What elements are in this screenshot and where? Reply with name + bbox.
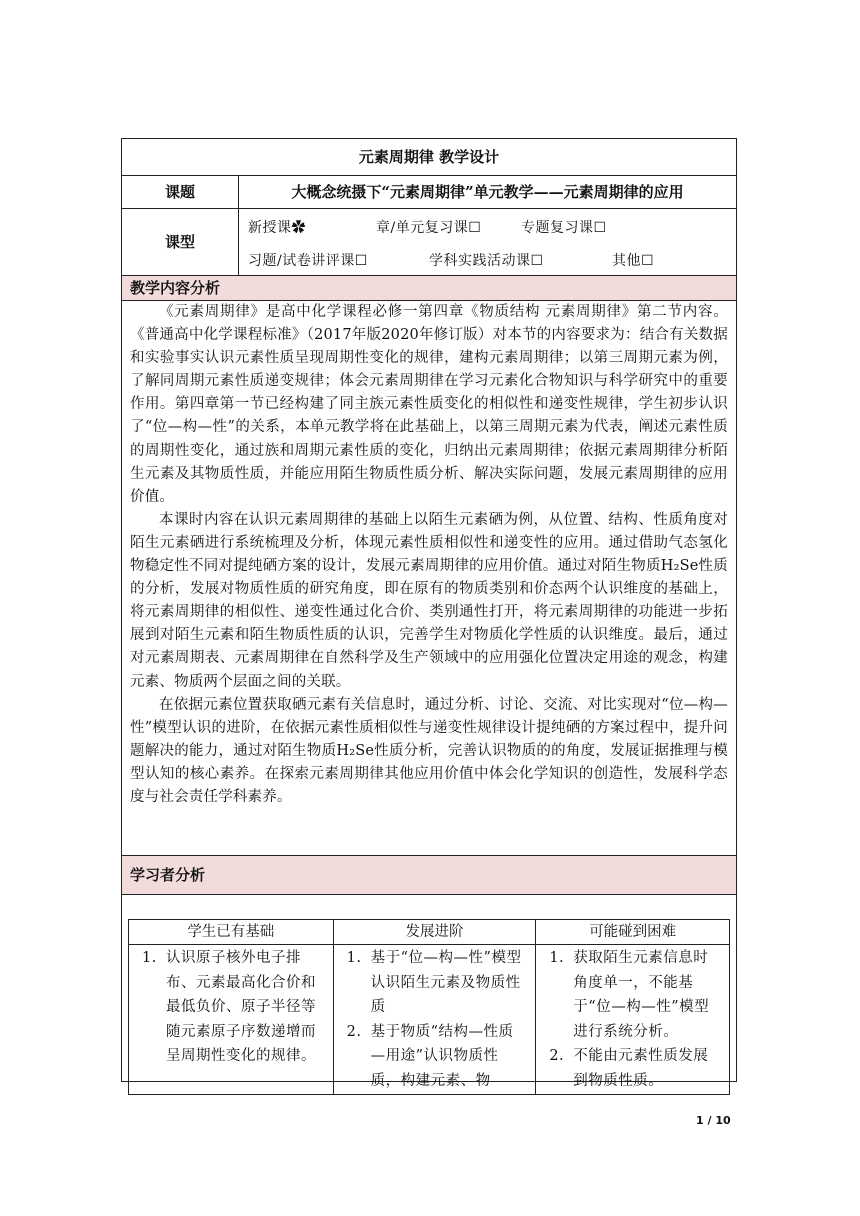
development-cell	[333, 945, 536, 1095]
column-header: 可能碰到困难	[536, 920, 730, 945]
type-option-new: 新授课✿	[248, 220, 306, 236]
content-analysis-body	[122, 301, 736, 809]
list-item: 2. 不能由元素性质发展到物质性质。	[569, 1044, 720, 1093]
table-header-row	[129, 920, 730, 945]
content-paragraph: 在依据元素位置获取硒元素有关信息时，通过分析、讨论、交流、对比实现对“位—构—性”模型认识的进阶，在依据元素性质相似性与递变性规律设计提纯硒的方案过程中，提升问题解决的能力，通过对陌生物质H₂Se性质分析，完善认识物质的的角度，发展证据推理与模型认知的核心素养。在探索元素周期律其他应用价值中体会化学知识的创造性，发展科学态度与社会责任学科素养。	[130, 696, 728, 805]
type-label: 课型	[164, 233, 195, 251]
type-option-other: 其他☐	[612, 253, 655, 269]
list-item: 2. 基于物质“结构—性质—用途”认识物质性质，构建元素、物	[367, 1020, 527, 1094]
type-option-unit-review: 章/单元复习课☐	[376, 220, 482, 236]
divider	[122, 894, 736, 895]
lesson-label: 课题	[164, 183, 195, 201]
type-option-practice: 学科实践活动课☐	[429, 253, 544, 269]
doc-title: 元素周期律 教学设计	[358, 148, 500, 166]
divider	[238, 176, 239, 276]
column-header: 学生已有基础	[129, 920, 334, 945]
content-paragraph: 《元素周期律》是高中化学课程必修一第四章《物质结构 元素周期律》第二节内容。《普通高中化学课程标准》（2017年版2020年修订版）对本节的内容要求为：结合有关数据和实验事实认识元素性质呈现周期性变化的规律，建构元素周期律；以第三周期元素为例，了解同周期元素性质递变规律；体会元素周期律在学习元素化合物知识与科学研究中的重要作用。第四章第一节已经构建了同主族元素性质变化的相似性和递变性规律，学生初步认识了“位—构—性”的关系，本单元教学将在此基础上，以第三周期元素为代表，阐述元素性质的周期性变化，通过族和周期元素性质的变化，归纳出元素周期律；依据元素周期律分析陌生元素及其物质性质，并能应用陌生物质性质分析、解决实际问题，发展元素周期律的应用价值。	[130, 304, 728, 505]
page-number: 1 / 10	[696, 1114, 731, 1127]
list-item: 1. 获取陌生元素信息时角度单一，不能基于“位—构—性”模型进行系统分析。	[569, 946, 720, 1044]
lesson-value: 大概念统摄下“元素周期律”单元教学——元素周期律的应用	[291, 183, 684, 201]
list-item: 1. 认识原子核外电子排布、元素最高化合价和最低负价、原子半径等随元素原子序数递增而呈周期性变化的规律。	[162, 946, 324, 1069]
type-option-exercise: 习题/试卷讲评课☐	[248, 253, 368, 269]
content-analysis-heading: 教学内容分析	[122, 276, 736, 300]
learner-analysis-table	[128, 919, 730, 1095]
lesson-plan-table	[121, 138, 737, 1089]
table-row	[129, 945, 730, 1095]
learner-analysis-heading: 学习者分析	[122, 856, 736, 894]
column-header: 发展进阶	[333, 920, 536, 945]
content-paragraph: 本课时内容在认识元素周期律的基础上以陌生元素硒为例，从位置、结构、性质角度对陌生元素硒进行系统梳理及分析，体现元素性质相似性和递变性的应用。通过借助气态氢化物稳定性不同对提纯硒方案的设计，发展元素周期律的应用价值。通过对陌生物质H₂Se性质的分析，发展对物质性质的研究角度，即在原有的物质类别和价态两个认识维度的基础上，将元素周期律的相似性、递变性通过化合价、类别通性打开，将元素周期律的功能进一步拓展到对陌生元素和陌生物质性质的认识，完善学生对物质化学性质的认识维度。最后，通过对元素周期表、元素周期律在自然科学及生产领域中的应用强化位置决定用途的观念，构建元素、物质两个层面之间的关联。	[130, 511, 728, 690]
existing-foundation-cell	[129, 945, 334, 1095]
difficulties-cell	[536, 945, 730, 1095]
type-option-topic-review: 专题复习课☐	[521, 220, 607, 236]
list-item: 1. 基于“位—构—性”模型认识陌生元素及物质性质	[367, 946, 527, 1020]
